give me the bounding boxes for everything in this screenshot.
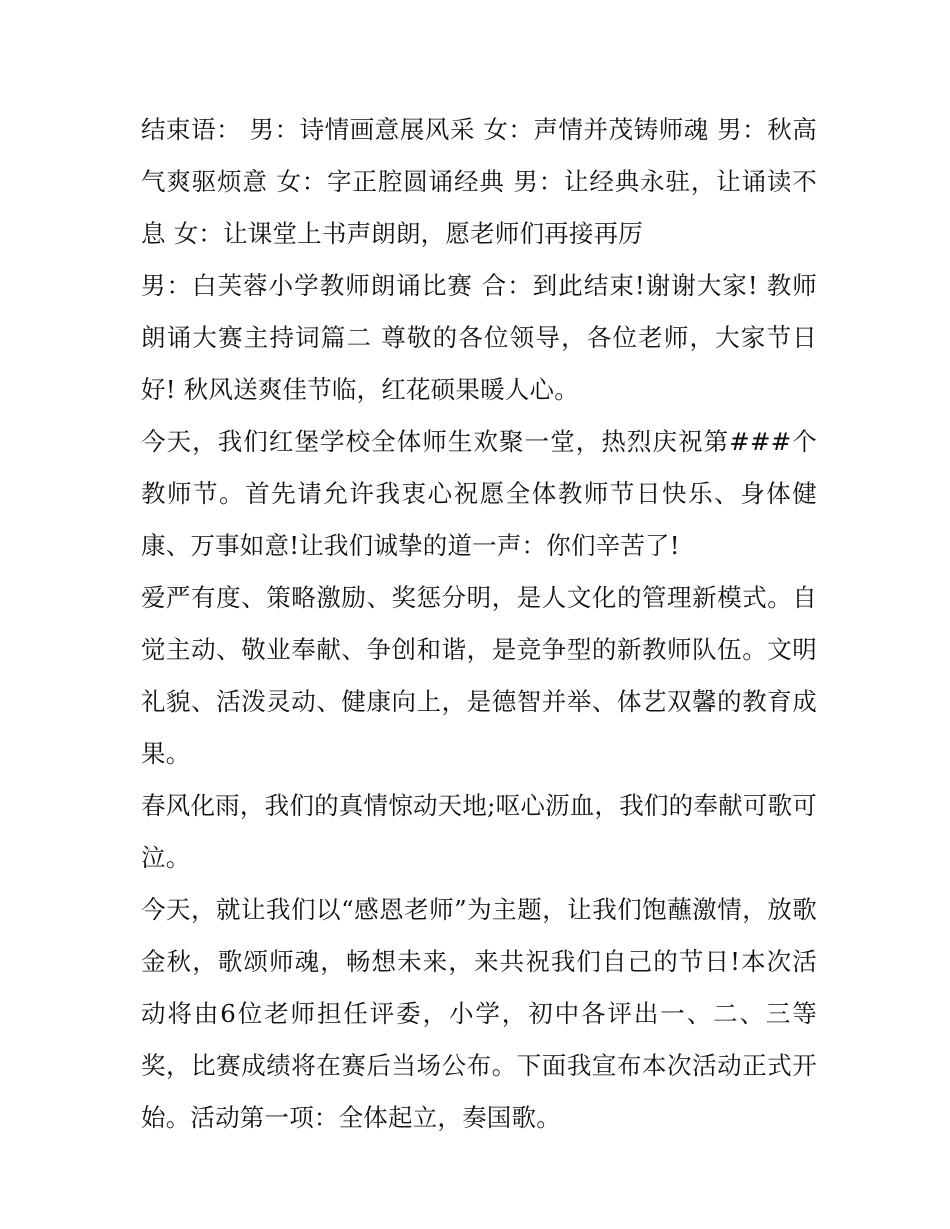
paragraph-event-announcement: 今天，就让我们以“感恩老师”为主题，让我们饱蘸激情，放歌金秋，歌颂师魂，畅想未来，来共祝我们自己的节日!本次活动将由6位老师担任评委，小学，初中各评出一、二、三等奖，比赛成绩将在赛后当场公布。下面我宣布本次活动正式开始。活动第一项：全体起立，奏国歌。 [141,895,817,1132]
paragraph-dedication: 春风化雨，我们的真情惊动天地;呕心沥血，我们的奉献可歌可泣。 [141,791,817,872]
document-body [141,104,817,1144]
paragraph-closing-and-second-script: 男：白芙蓉小学教师朗诵比赛 合：到此结束!谢谢大家! 教师朗诵大赛主持词篇二 尊敬的各位领导，各位老师，大家节日好! 秋风送爽佳节临，红花硕果暖人心。 [141,271,817,404]
paragraph-closing-remarks: 结束语： 男：诗情画意展风采 女：声情并茂铸师魂 男：秋高气爽驱烦意 女：字正腔圆诵经典 男：让经典永驻，让诵读不息 女：让课堂上书声朗朗，愿老师们再接再厉 [141,115,817,248]
paragraph-teachers-day-greeting: 今天，我们红堡学校全体师生欢聚一堂，热烈庆祝第###个教师节。首先请允许我衷心祝愿全体教师节日快乐、身体健康、万事如意!让我们诚挚的道一声：你们辛苦了! [141,427,817,560]
paragraph-school-achievements: 爱严有度、策略激励、奖惩分明，是人文化的管理新模式。自觉主动、敬业奉献、争创和谐，是竞争型的新教师队伍。文明礼貌、活泼灵动、健康向上，是德智并举、体艺双馨的教育成果。 [141,583,817,768]
